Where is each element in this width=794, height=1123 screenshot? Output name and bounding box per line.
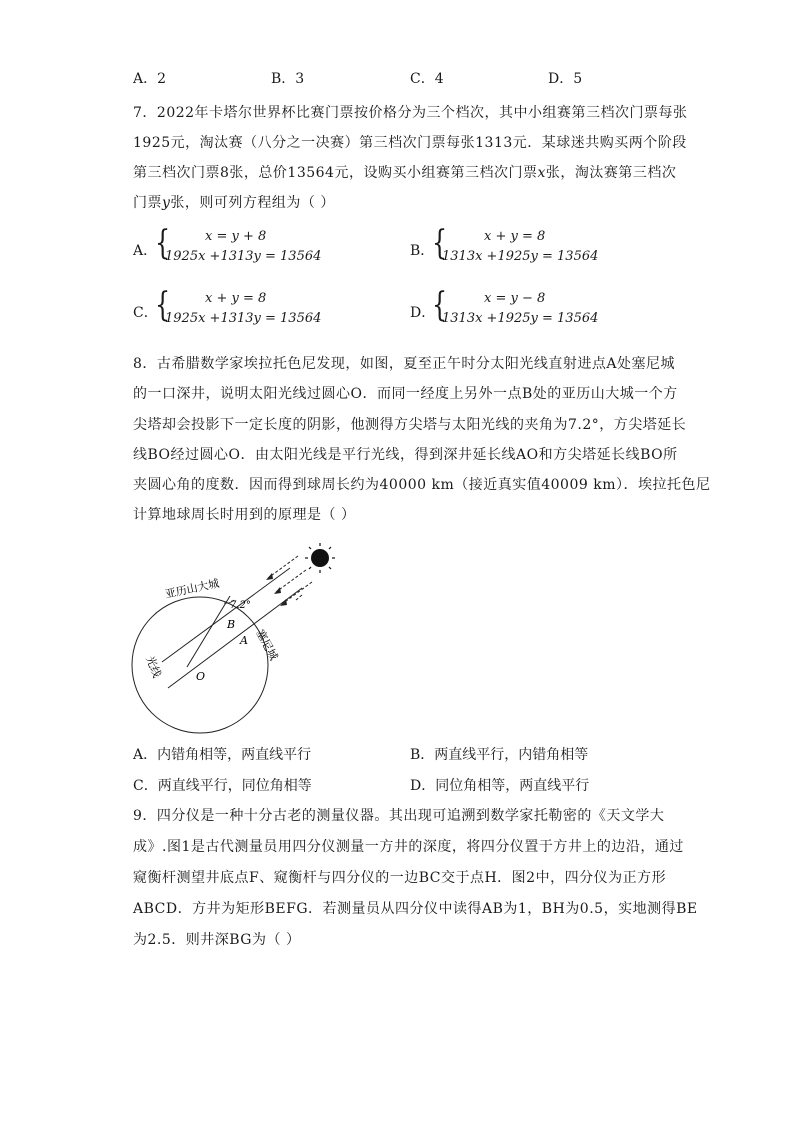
q8-stem-line-2: 的一口深井，说明太阳光线过圆心O．而同一经度上另外一点B处的亚历山大城一个方 xyxy=(133,386,678,402)
left-brace-icon: { xyxy=(155,223,171,263)
left-brace-icon: { xyxy=(155,285,171,325)
sun-icon xyxy=(311,549,329,567)
label-light: 光线 xyxy=(143,654,164,680)
q8-stem-line-6: 计算地球周长时用到的原理是（ ） xyxy=(133,507,356,523)
q6-option-d[interactable]: D．5 xyxy=(548,71,583,87)
q8-stem-line-5: 夹圆心角的度数．因而得到球周长约为40000 km（接近真实值40009 km）．埃拉托色尼 xyxy=(133,477,711,493)
q6-option-a[interactable]: A．2 xyxy=(133,71,167,87)
left-brace-icon: { xyxy=(432,223,448,263)
q7-stem-line-1: 7．2022年卡塔尔世界杯比赛门票按价格分为三个档次，其中小组赛第三档次门票每张 xyxy=(133,105,688,121)
q7-option-b[interactable]: B． { x + y = 8 1313x +1925y = 13564 xyxy=(410,223,599,264)
left-brace-icon: { xyxy=(432,285,448,325)
q8-eratosthenes-figure xyxy=(130,540,370,740)
label-alexandria: 亚历山大城 xyxy=(163,576,221,601)
label-b: B xyxy=(227,618,236,631)
q8-stem-line-4: 线BO经过圆心O．由太阳光线是平行光线，得到深井延长线AO和方尖塔延长线BO所 xyxy=(133,447,678,463)
q8-option-a[interactable]: A．内错角相等，两直线平行 xyxy=(133,747,312,763)
label-o: O xyxy=(196,670,206,683)
q7-stem-line-2: 1925元，淘汰赛（八分之一决赛）第三档次门票每张1313元．某球迷共购买两个阶段 xyxy=(133,135,687,151)
q7-option-c[interactable]: C． { x + y = 8 1925x +1313y = 13564 xyxy=(133,285,322,326)
q8-stem-line-1: 8．古希腊数学家埃拉托色尼发现，如图，夏至正午时分太阳光线直射进点A处塞尼城 xyxy=(133,356,676,372)
q9-stem-line-5: 为2.5．则井深BG为（ ） xyxy=(133,932,301,948)
obelisk-line-bo xyxy=(187,596,230,667)
q8-option-c[interactable]: C．两直线平行，同位角相等 xyxy=(133,778,312,794)
q9-stem-line-1: 9．四分仪是一种十分古老的测量仪器。其出现可追溯到数学家托勒密的《天文学大 xyxy=(133,808,665,824)
q8-option-d[interactable]: D．同位角相等，两直线平行 xyxy=(410,778,590,794)
q8-stem-line-3: 尖塔却会投影下一定长度的阴影，他测得方尖塔与太阳光线的夹角为7.2°，方尖塔延长 xyxy=(133,417,687,433)
q6-option-b[interactable]: B．3 xyxy=(271,71,305,87)
q9-stem-line-3: 窥衡杆测望井底点F、窥衡杆与四分仪的一边BC交于点H．图2中，四分仪为正方形 xyxy=(133,870,667,886)
q7-option-d[interactable]: D． { x = y − 8 1313x +1925y = 13564 xyxy=(410,285,599,326)
q7-stem-line-3: 第三档次门票8张，总价13564元，设购买小组赛第三档次门票x张，淘汰赛第三档次 xyxy=(133,165,677,181)
q9-stem-line-2: 成》.图1是古代测量员用四分仪测量一方井的深度，将四分仪置于方井上的边沿，通过 xyxy=(133,839,684,855)
q8-option-b[interactable]: B．两直线平行，内错角相等 xyxy=(410,747,589,763)
label-syene: 塞尼城 xyxy=(253,627,281,663)
q7-stem-line-4: 门票y张，则可列方程组为（ ） xyxy=(133,195,335,211)
q9-stem-line-4: ABCD．方井为矩形BEFG．若测量员从四分仪中读得AB为1，BH为0.5，实地测得BE xyxy=(133,901,698,917)
q7-option-a[interactable]: A． { x = y + 8 1925x +1313y = 13564 xyxy=(133,223,322,264)
label-angle: 7.2° xyxy=(230,600,251,611)
label-a: A xyxy=(240,634,248,647)
q6-option-c[interactable]: C．4 xyxy=(410,71,444,87)
